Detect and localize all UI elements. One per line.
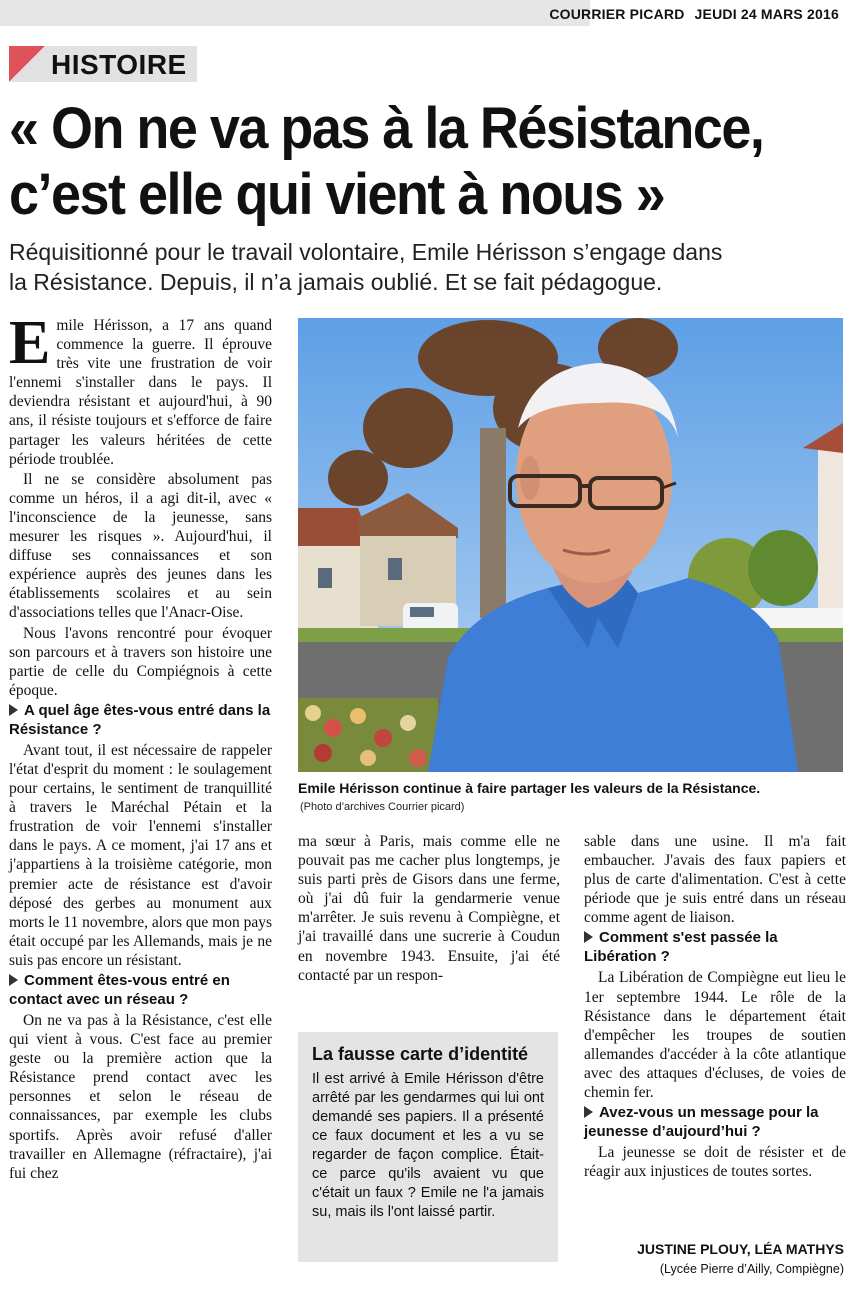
interview-question [584,928,846,966]
paragraph: On ne va pas à la Résistance, c'est elle qui vient à vous. C'est face au premier geste ou la première action que la Résistance prend contact avec les personnes et selon le réseau de connaissances, par exemple les clubs sportifs. Après avoir refusé d'aller travailler en Allemagne (réfractaire), j'ai fui chez [9,1012,272,1182]
article-title [9,96,800,228]
question-text: Comment êtes-vous entré en contact avec un réseau ? [9,972,230,1008]
lead-line-2: la Résistance. Depuis, il n’a jamais oublié. Et se fait pédagogue. [9,269,663,295]
box-body: Il est arrivé à Emile Hérisson d'être arrêté par les gendarmes qui lui ont demandé ses papiers. Il a présenté ce faux document et les a vu se regarder de façon complice. Était-ce parce qu'ils avaient vu que c'était un faux ? Emile ne l'a jamais su, mais ils l'ont laissé partir. [312,1071,544,1220]
sidebar-box [298,1032,558,1262]
paragraph: Il ne se considère absolument pas comme un héros, il a agi dit-il, avec « l'inconscience de la jeunesse, sans mesurer les risques ». Aujourd'hui, il diffuse ses connaissances et son expérience auprès des jeunes dans les établissements scolaires et au sein d'associations telles que l'Anacr-Oise. [9,470,272,622]
interview-question [9,971,272,1009]
paragraph: La Libération de Compiègne eut lieu le 1er septembre 1944. Le rôle de la Résistance dans le département était d'empêcher les troupes de soutien allemandes d'accéder à la côte atlantique avec des attaques d'écluses, de voies de chemin fer. [584,969,846,1102]
portrait-photo-illustration [298,318,843,772]
arrow-icon [584,1106,593,1118]
author-byline: JUSTINE PLOUY, LÉA MATHYS [637,1241,844,1257]
paragraph: Avant tout, il est nécessaire de rappeler l'état d'esprit du moment : le soulagement pour certains, le sentiment de tranquillité à travers le Maréchal Pétain et la frustration de voir l'ennemi s'installer dans le pays. A ce moment, j'ai 17 ans et j'appartiens à la troisième catégorie, mon premier acte de résistance est d'avoir déposé des gerbes au monument aux morts le 11 novembre, alors que mon pays était occupé par les Allemands, mais je ne suis pas encore un résistant. [9,741,272,969]
rubric-label: HISTOIRE [45,46,197,82]
paragraph: sable dans une usine. Il m'a fait embaucher. J'avais des faux papiers et plus de carte d'alimentation. C'est à cette période que je suis entré dans un réseau comme agent de liaison. [584,833,846,927]
interview-question [9,701,272,739]
paragraph: La jeunesse se doit de résister et de réagir aux injustices de toutes sortes. [584,1144,846,1181]
photo-credit: (Photo d’archives Courrier picard) [300,801,465,813]
interview-question [584,1103,846,1141]
article-photo [298,318,843,772]
paragraph-text: mile Hérisson, a 17 ans quand commence la guerre. Il éprouve très vite une frustration de voir l'ennemi s'installer dans le pays. Il deviendra résistant et aujourd'hui, à 90 ans, il résiste toujours et s'efforce de faire partager les valeurs héritées de cette période troublée. [9,317,272,468]
box-title: La fausse carte d’identité [312,1044,529,1064]
paragraph [9,309,272,469]
article-lead [9,237,859,297]
title-line-2: c’est elle qui vient à nous » [9,162,665,227]
section-rubric [9,46,197,82]
publication-date: JEUDI 24 MARS 2016 [694,6,839,22]
title-line-1: « On ne va pas à la Résistance, [9,96,764,161]
paragraph: Nous l'avons rencontré pour évoquer son parcours et à travers son histoire une partie de celle du Compiégnois à cette époque. [9,624,272,699]
arrow-icon [9,974,18,986]
rubric-triangle-icon [9,46,45,82]
header-bar [0,0,590,26]
question-text: Avez-vous un message pour la jeunesse d’aujourd’hui ? [584,1104,819,1141]
lead-line-1: Réquisitionné pour le travail volontaire, Emile Hérisson s’engage dans [9,239,723,265]
paragraph: ma sœur à Paris, mais comme elle ne pouvait pas me cacher plus longtemps, je suis parti près de Gisors dans une ferme, où j'ai dû fuir la gendarmerie venue m'arrêter. Je suis revenu à Compiègne, et j'ai travaillé dans une sucrerie à Coudun en novembre 1943. Ensuite, j'ai été contacté par un respon- [298,833,560,984]
column-2 [298,832,560,986]
newspaper-name: COURRIER PICARD [549,6,685,22]
arrow-icon [9,704,18,716]
photo-caption: Emile Hérisson continue à faire partager les valeurs de la Résistance. [298,780,761,796]
arrow-icon [584,931,593,943]
author-school: (Lycée Pierre d’Ailly, Compiègne) [659,1262,844,1276]
drop-cap: E [9,309,51,377]
column-1 [9,309,272,1184]
page-header [0,0,863,28]
question-text: Comment s'est passée la Libération ? [584,929,778,966]
publication-info [549,6,839,22]
column-3 [584,832,846,1182]
question-text: A quel âge êtes-vous entré dans la Résistance ? [9,701,271,738]
